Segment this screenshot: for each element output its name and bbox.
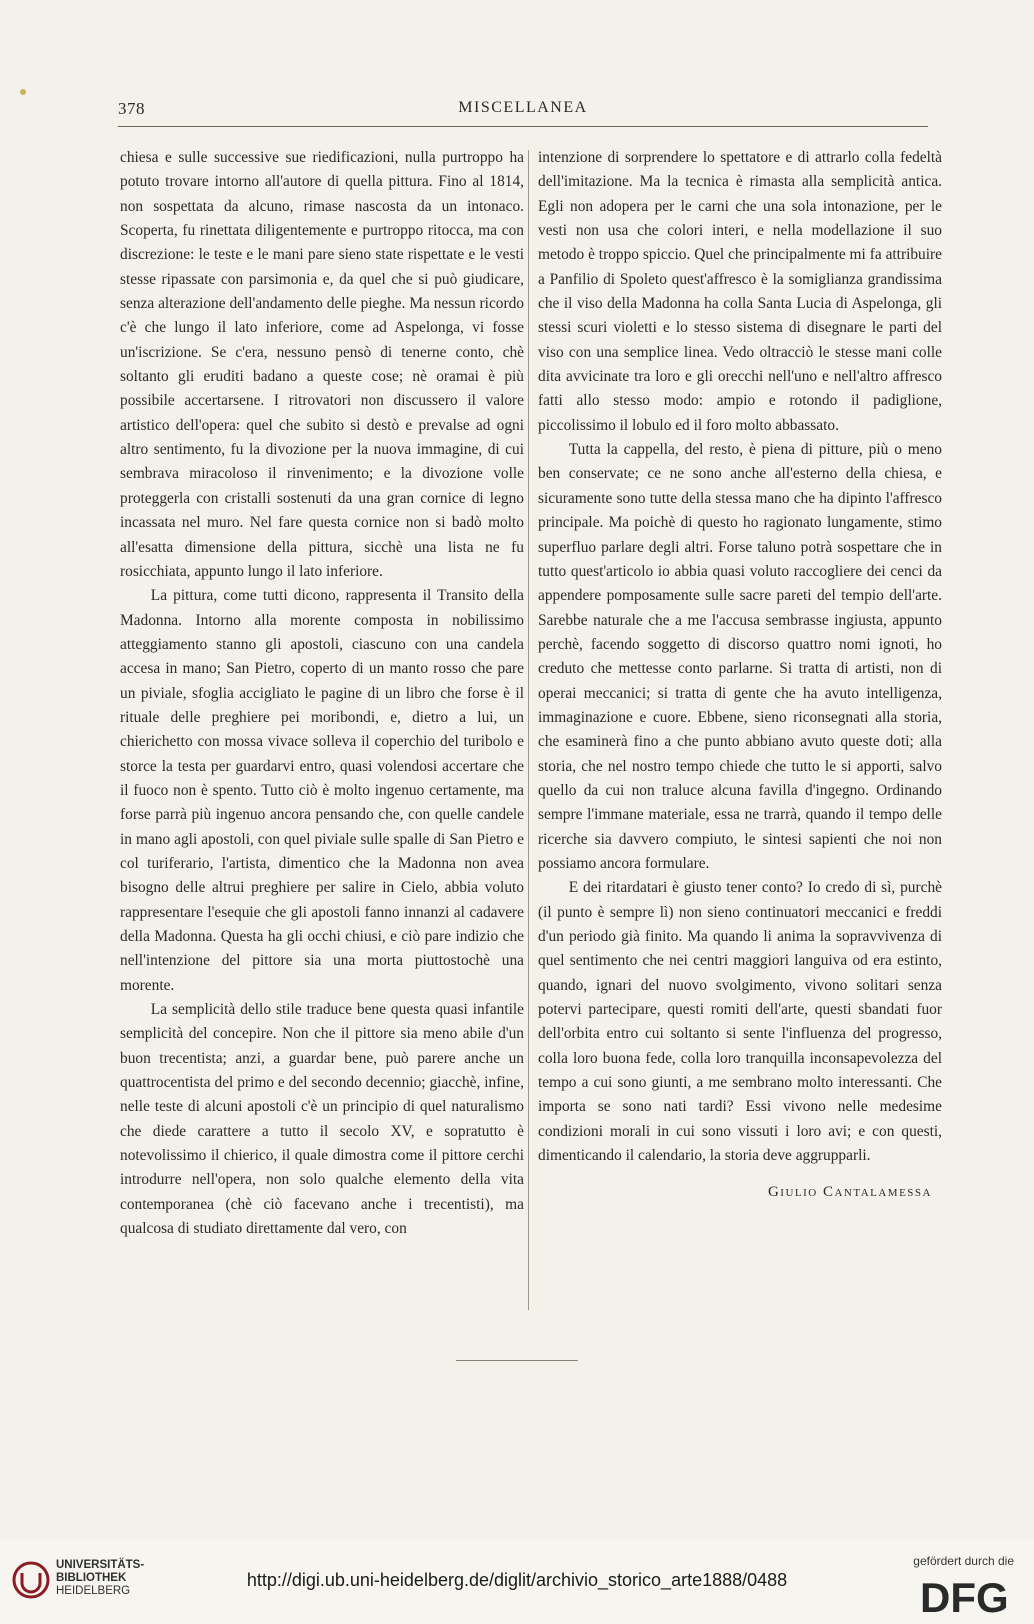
funded-by-label: gefördert durch die: [913, 1554, 1014, 1568]
end-rule: [456, 1360, 578, 1361]
page-number: 378: [118, 99, 145, 118]
library-name-line: BIBLIOTHEK: [56, 1572, 127, 1584]
paragraph: La pittura, come tutti dicono, rappresenta il Transito della Madonna. Intorno alla morente composta in nobilissimo atteggiamento stanno gli apostoli, ciascuno con una candela accesa in mano; San Pietro, coperto di un manto rosso che pare un piviale, sfoglia accigliato le pagine di un libro che forse è il rituale delle preghiere pei moribondi, e, dietro a lui, un chierichetto con mossa vivace solleva il coperchio del turibolo e storce la testa per guardarvi entro, quasi volendosi accertare che il fuoco non è spento. Tutto ciò è molto ingenuo certamente, ma forse parrà più ingenuo ancora pensando che, con quelle candele in mano agli apostoli, con quel piviale sulle spalle di San Pietro e col turiferario, l'artista, dimentico che la Madonna non avea bisogno delle altrui preghiere per salire in Cielo, abbia voluto rappresentare l'esequie che gli apostoli fanno innanzi al cadavere della Madonna. Questa ha gli occhi chiusi, e ciò pare indizio che nell'intenzione del pittore sia una morta piuttostochè una morente.: [120, 587, 524, 994]
paragraph: chiesa e sulle successive sue riedificazioni, nulla purtroppo ha potuto trovare intorno all'autore di quella pittura. Fino al 1814, non sospettata da alcuno, rimase nascosta da un intonaco. Scoperta, fu rinettata diligentemente e purtroppo ritocca, ma con discrezione: le teste e le mani pare sieno state rispettate e le vesti stesse ripassate con parsimonia e, da quel che si può giudicare, senza alterazione dell'andamento delle pieghe. Ma nessun ricordo c'è che lungo il lato inferiore, come ad Aspelonga, vi fosse un'iscrizione. Se c'era, nessuno pensò di tenerne conto, chè soltanto gli eruditi badano a queste cose; nè oramai è più possibile accertarsene. I ritrovatori non discussero il valore artistico dell'opera: quel che subito si destò e prevalse ad ogni altro sentimento, fu la divozione per la nuova immagine, di cui sembrava miracoloso il rinvenimento; e la divozione volle proteggerla con cristalli sostenuti da una gran cornice di legno incassata nel muro. Nel fare questa cornice non si badò molto all'esatta dimensione della pittura, sicchè una lista ne fu rosicchiata, appunto lungo il lato inferiore.: [120, 149, 524, 580]
digitization-footer: [0, 1540, 1034, 1624]
running-title: MISCELLANEA: [458, 99, 588, 116]
library-name-line: HEIDELBERG: [56, 1585, 131, 1597]
dfg-logo-text: DFG: [920, 1576, 1009, 1616]
dfg-logo-icon: [920, 1576, 1016, 1616]
paragraph: La semplicità dello stile traduce bene questa quasi infantile semplicità del concepire. Non che il pittore sia meno abile d'un buon trecentista; anzi, a guardar bene, può parere anche un quattrocentista del primo e del secondo decennio; giacchè, infine, nelle teste di alcuni apostoli c'è un principio di quel naturalismo che diede carattere a tutto il secolo XV, e sopratutto è notevolissimo il chierico, il quale dimostra come il pittore cerchi introdurre nell'opera, non solo qualche elemento della vita contemporanea (chè ciò facevano anche i trecentisti), ma qualcosa di studiato direttamente dal vero, con: [120, 1001, 524, 1238]
paragraph: Tutta la cappella, del resto, è piena di pitture, più o meno ben conservate; ce ne sono anche all'esterno della chiesa, e sicuramente sono tutte della stessa mano che ha dipinto l'affresco principale. Ma poichè di questo ho ragionato lungamente, stimo superfluo parlare degli altri. Forse taluno potrà sospettare che in tutto quest'articolo io abbia quasi voluto raccogliere dei cenci da appendere pomposamente sulle sacre pareti del tempio dell'arte. Sarebbe naturale che a me l'accusa sembrasse ingiusta, appunto perchè, facendo soggetto di discorso quattro nomi ignoti, ho creduto che mettesse conto parlarne. Si tratta di artisti, non di operai meccanici; si tratta di gente che ha avuto intelligenza, immaginazione e cuore. Ebbene, sieno riconsegnati alla storia, che esaminerà fino a che punto abbiano avuto queste doti; alla storia, che nel nostro tempo chiede che tutto le si apporti, salvo quello da cui non traluce alcuna favilla d'ingegno. Ordinando sempre l'immane materiale, essa ne trarrà, quando il tempo delle ricerche sia davvero compiuto, le sintesi sapienti che noi non possiamo ancora formulare.: [538, 441, 942, 872]
page-header: [118, 97, 928, 123]
library-name-line: UNIVERSITÄTS-: [56, 1559, 145, 1571]
right-column: [538, 146, 942, 1205]
header-rule: [118, 126, 928, 127]
author-signature: Giulio Cantalamessa: [767, 1184, 932, 1201]
paragraph: intenzione di sorprendere lo spettatore e di attrarlo colla fedeltà dell'imitazione. Ma la tecnica è rimasta alla semplicità antica. Egli non adopera per le carni che una sola intonazione, per le vesti non usa che colori interi, e nella modellazione il suo metodo è troppo spiccio. Quel che principalmente mi fa attribuire a Panfilio di Spoleto quest'affresco è la somiglianza grandissima che il viso della Madonna ha colla Santa Lucia di Aspelonga, gli stessi scuri violetti e lo stesso sistema di disegnare le parti del viso con una semplice linea. Vedo oltracciò le stesse mani colle dita avvicinate tra loro e gli orecchi nell'uno e nell'altro affresco fatti allo stesso modo: ampio e rotondo il padiglione, piccolissimo il lobulo ed il foro molto abbassato.: [538, 149, 942, 434]
column-divider: [528, 150, 529, 1310]
margin-speck: [20, 89, 26, 95]
paragraph: E dei ritardatari è giusto tener conto? Io credo di sì, purchè (il punto è sempre lì) non sieno continuatori meccanici e freddi d'un periodo già finito. Ma quando li anima la sopravvivenza di quel sentimento che nei centri maggiori languiva od era estinto, quando, ignari del nuovo svolgimento, vivono solitari senza potervi partecipare, questi romiti dell'arte, questi sbandati fuor dell'orbita entro cui soltanto si sente l'influenza del progresso, colla loro buona fede, colla loro tranquilla inconsapevolezza del tempo a cui sono giunti, a me sembrano molto interessanti. Che importa se sono nati tardi? Essi vivono nelle medesime condizioni morali in cui sono vissuti i loro avi; e con questi, dimenticando il calendario, la storia deve aggrupparli.: [538, 879, 942, 1165]
left-column: [120, 146, 524, 1241]
source-url-link[interactable]: http://digi.ub.uni-heidelberg.de/diglit/archivio_storico_arte1888/0488: [246, 1570, 788, 1590]
